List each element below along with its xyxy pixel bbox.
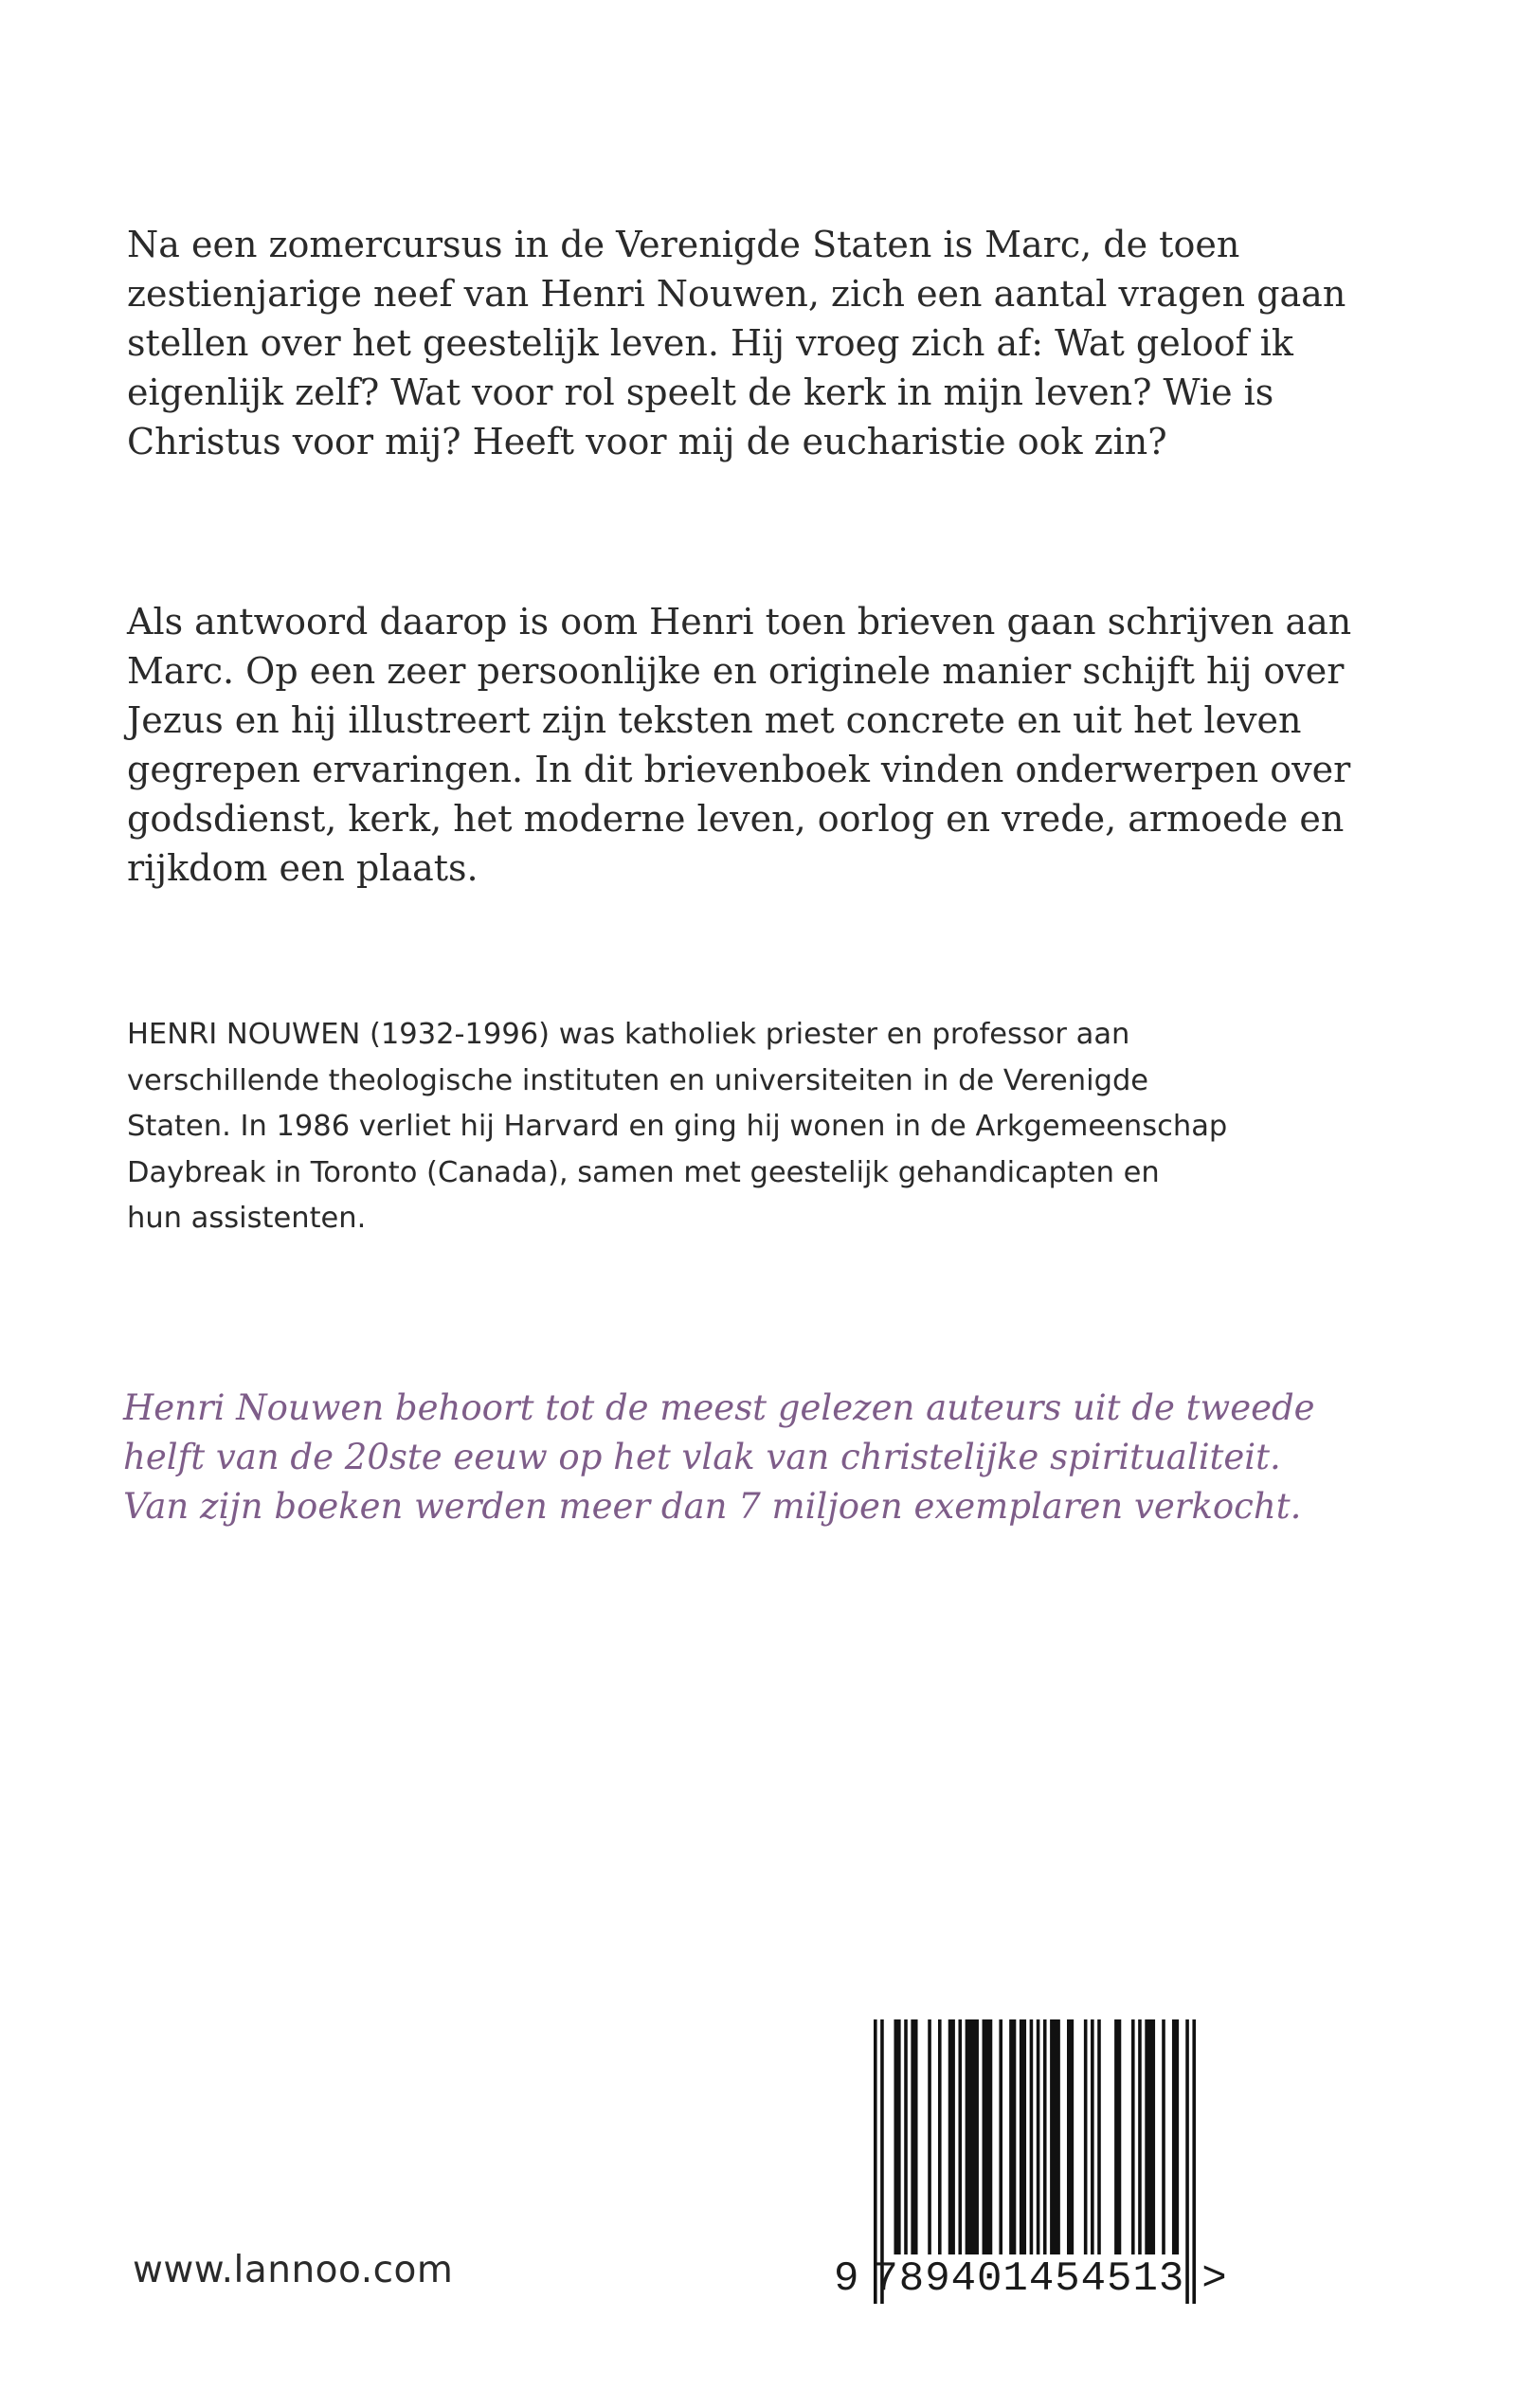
barcode-bar bbox=[911, 2019, 917, 2254]
barcode-bar bbox=[928, 2019, 931, 2254]
barcode-bar bbox=[1138, 2019, 1142, 2254]
barcode-bar bbox=[1162, 2019, 1165, 2254]
barcode-bar bbox=[1091, 2019, 1094, 2254]
author-bio bbox=[127, 1012, 1311, 1242]
isbn-lead-digit: 9 bbox=[834, 2255, 860, 2303]
barcode-bar bbox=[1067, 2019, 1074, 2254]
text-line: godsdienst, kerk, het moderne leven, oorlog en vrede, armoede en bbox=[127, 798, 1345, 840]
barcode-bar bbox=[1114, 2019, 1121, 2254]
blurb-paragraph-1 bbox=[127, 220, 1346, 466]
barcode-bar bbox=[1020, 2019, 1026, 2254]
isbn-group-2: 454513 bbox=[1028, 2255, 1185, 2303]
text-line: Marc. Op een zeer persoonlijke en originele manier schijft hij over bbox=[127, 650, 1345, 692]
text-line: Staten. In 1986 verliet hij Harvard en ging hij wonen in de Arkgemeenschap bbox=[127, 1110, 1228, 1143]
text-line: Jezus en hij illustreert zijn teksten met concrete en uit het leven bbox=[127, 699, 1302, 741]
text-line: Als antwoord daarop is oom Henri toen brieven gaan schrijven aan bbox=[127, 601, 1352, 643]
barcode-bar bbox=[1037, 2019, 1040, 2254]
text-line: Henri Nouwen behoort tot de meest gelezen auteurs uit de tweede bbox=[123, 1387, 1315, 1428]
barcode-bar bbox=[938, 2019, 942, 2254]
text-line: Na een zomercursus in de Verenigde Staten is Marc, de toen bbox=[127, 224, 1240, 265]
barcode-bar bbox=[1172, 2019, 1179, 2254]
barcode-bar bbox=[948, 2019, 955, 2254]
text-line: Van zijn boeken werden meer dan 7 miljoen exemplaren verkocht. bbox=[123, 1486, 1302, 1527]
isbn-group-1: 789401 bbox=[873, 2255, 1029, 2303]
barcode-bar bbox=[1097, 2019, 1101, 2254]
barcode-bar bbox=[999, 2019, 1002, 2254]
barcode-bar bbox=[1145, 2019, 1155, 2254]
barcode-bar bbox=[983, 2019, 993, 2254]
barcode-bar bbox=[894, 2019, 900, 2254]
barcode-bar bbox=[1084, 2019, 1088, 2254]
text-line: Daybreak in Toronto (Canada), samen met geestelijk gehandicapten en bbox=[127, 1155, 1160, 1189]
barcode-bar bbox=[1131, 2019, 1135, 2254]
text-line: Christus voor mij? Heeft voor mij de eucharistie ook zin? bbox=[127, 421, 1167, 462]
barcode-bar bbox=[1043, 2019, 1047, 2254]
publisher-url[interactable]: www.lannoo.com bbox=[133, 2249, 454, 2291]
text-line: stellen over het geestelijk leven. Hij vroeg zich af: Wat geloof ik bbox=[127, 322, 1293, 364]
blurb-paragraph-2 bbox=[127, 597, 1352, 893]
text-line: HENRI NOUWEN (1932-1996) was katholiek priester en professor aan bbox=[127, 1018, 1130, 1051]
barcode-bar bbox=[958, 2019, 962, 2254]
author-quote bbox=[123, 1384, 1355, 1531]
text-line: helft van de 20ste eeuw op het vlak van christelijke spiritualiteit. bbox=[123, 1437, 1281, 1477]
isbn-quiet-zone-arrow: > bbox=[1201, 2255, 1228, 2303]
text-line: eigenlijk zelf? Wat voor rol speelt de kerk in mijn leven? Wie is bbox=[127, 371, 1274, 413]
barcode-bar bbox=[904, 2019, 908, 2254]
barcode-bar bbox=[1030, 2019, 1034, 2254]
barcode-bar bbox=[966, 2019, 979, 2254]
text-line: hun assistenten. bbox=[127, 1202, 367, 1235]
text-line: gegrepen ervaringen. In dit brievenboek vinden onderwerpen over bbox=[127, 749, 1351, 790]
text-line: rijkdom een plaats. bbox=[127, 847, 479, 889]
barcode-bar bbox=[1009, 2019, 1016, 2254]
text-line: verschillende theologische instituten en universiteiten in de Verenigde bbox=[127, 1063, 1149, 1097]
text-line: zestienjarige neef van Henri Nouwen, zich een aantal vragen gaan bbox=[127, 273, 1346, 315]
barcode-bar bbox=[1050, 2019, 1060, 2254]
isbn-digits bbox=[834, 2255, 1270, 2303]
